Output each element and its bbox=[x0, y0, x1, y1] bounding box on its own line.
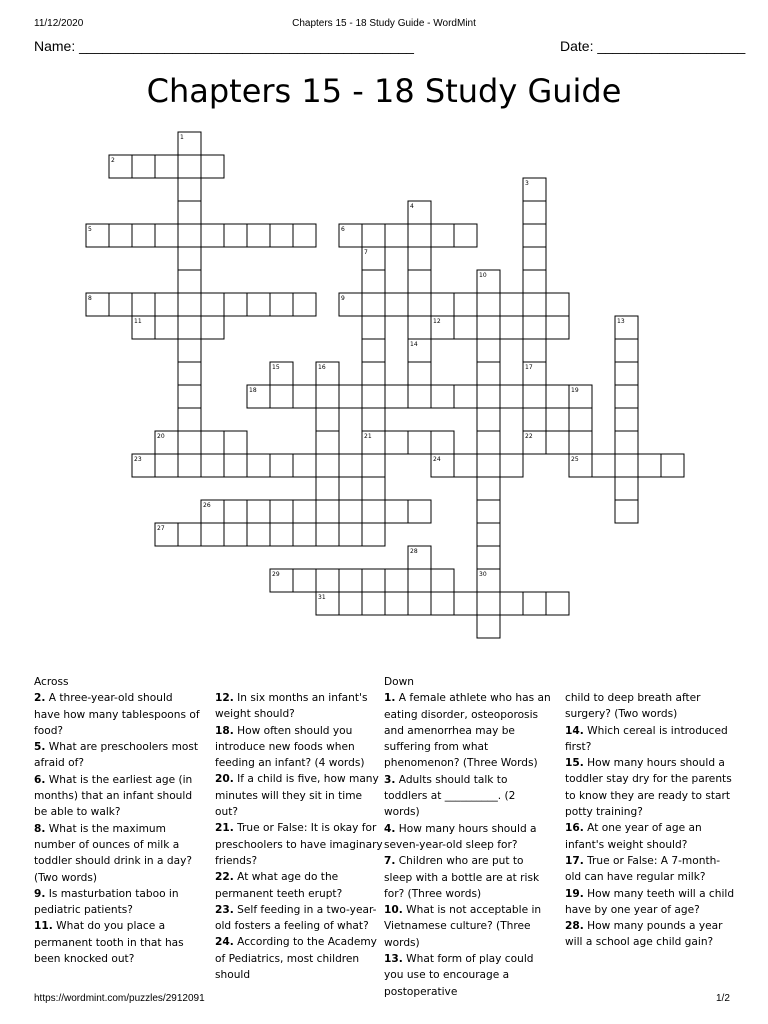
grid-cell[interactable] bbox=[523, 224, 546, 247]
clue-text: What are preschoolers most afraid of? bbox=[34, 741, 199, 770]
grid-cell[interactable] bbox=[546, 385, 569, 408]
grid-cell[interactable] bbox=[477, 592, 500, 615]
grid-cell[interactable] bbox=[523, 201, 546, 224]
clue-item bbox=[34, 772, 200, 821]
grid-cell[interactable] bbox=[201, 454, 224, 477]
grid-cell[interactable] bbox=[523, 385, 546, 408]
clue-number: 6. bbox=[34, 773, 46, 786]
grid-cell-number: 25 bbox=[571, 456, 579, 463]
grid-cell[interactable] bbox=[201, 523, 224, 546]
grid-cell[interactable] bbox=[270, 293, 293, 316]
grid-cell[interactable] bbox=[546, 592, 569, 615]
grid-cell-number: 12 bbox=[433, 318, 441, 325]
grid-cell[interactable] bbox=[155, 224, 178, 247]
grid-cell[interactable] bbox=[454, 592, 477, 615]
grid-cell[interactable] bbox=[477, 454, 500, 477]
grid-cell[interactable] bbox=[178, 270, 201, 293]
clue-number: 7. bbox=[384, 855, 396, 868]
grid-cell[interactable] bbox=[316, 569, 339, 592]
print-title: Chapters 15 - 18 Study Guide - WordMint bbox=[292, 18, 476, 29]
down-clues-col2 bbox=[565, 690, 735, 951]
grid-cell[interactable] bbox=[408, 592, 431, 615]
grid-cell[interactable] bbox=[385, 500, 408, 523]
clue-number: 10. bbox=[384, 904, 403, 917]
footer-url: https://wordmint.com/puzzles/2912091 bbox=[34, 993, 205, 1004]
grid-cell[interactable] bbox=[270, 224, 293, 247]
grid-cell-number: 21 bbox=[364, 433, 372, 440]
clue-number: 20. bbox=[215, 773, 234, 786]
puzzle-title: Chapters 15 - 18 Study Guide bbox=[146, 72, 622, 110]
clue-item bbox=[215, 902, 383, 935]
grid-cell[interactable] bbox=[385, 431, 408, 454]
clue-number: 28. bbox=[565, 920, 584, 933]
clue-number: 14. bbox=[565, 724, 584, 737]
clue-text: What is the maximum number of ounces of milk a toddler should drink in a day? (Two words) bbox=[34, 822, 192, 884]
grid-cell[interactable] bbox=[293, 569, 316, 592]
grid-cell[interactable] bbox=[477, 362, 500, 385]
clue-number: 9. bbox=[34, 887, 46, 900]
grid-cell[interactable] bbox=[316, 523, 339, 546]
clue-number: 2. bbox=[34, 692, 46, 705]
grid-cell[interactable] bbox=[132, 155, 155, 178]
clue-text: What do you place a permanent tooth in that has been knocked out? bbox=[34, 920, 184, 966]
clue-number: 13. bbox=[384, 953, 403, 966]
grid-cell[interactable] bbox=[178, 523, 201, 546]
grid-cell[interactable] bbox=[477, 523, 500, 546]
grid-cell[interactable] bbox=[178, 454, 201, 477]
grid-cell[interactable] bbox=[109, 224, 132, 247]
clue-item bbox=[215, 820, 383, 869]
clue-item bbox=[384, 772, 554, 821]
grid-cell[interactable] bbox=[500, 316, 523, 339]
grid-cell[interactable] bbox=[408, 247, 431, 270]
grid-cell[interactable] bbox=[523, 316, 546, 339]
grid-cell[interactable] bbox=[477, 431, 500, 454]
clue-item bbox=[565, 918, 735, 951]
clue-text: Is masturbation taboo in pediatric patients? bbox=[34, 887, 179, 917]
grid-cell[interactable] bbox=[477, 500, 500, 523]
grid-cell-number: 8 bbox=[88, 295, 92, 302]
grid-cell[interactable] bbox=[615, 454, 638, 477]
clue-item bbox=[34, 690, 200, 739]
grid-cell[interactable] bbox=[569, 431, 592, 454]
grid-cell[interactable] bbox=[362, 500, 385, 523]
grid-cell[interactable] bbox=[201, 316, 224, 339]
grid-cell-number: 26 bbox=[203, 502, 211, 509]
clue-item bbox=[565, 755, 735, 820]
grid-cell[interactable] bbox=[615, 477, 638, 500]
grid-cell[interactable] bbox=[661, 454, 684, 477]
grid-cell[interactable] bbox=[615, 339, 638, 362]
clue-item bbox=[384, 690, 554, 771]
across-clues-col1 bbox=[34, 674, 200, 967]
across-clues-col2 bbox=[215, 690, 383, 983]
grid-cell[interactable] bbox=[178, 362, 201, 385]
clue-number: 1. bbox=[384, 692, 396, 705]
grid-cell[interactable] bbox=[293, 500, 316, 523]
clue-item bbox=[215, 869, 383, 902]
clue-text: Children who are put to sleep with a bottle are at risk for? (Three words) bbox=[384, 855, 540, 900]
grid-cell[interactable] bbox=[362, 316, 385, 339]
clue-item bbox=[384, 902, 554, 951]
grid-cell[interactable] bbox=[500, 293, 523, 316]
clue-number: 8. bbox=[34, 822, 46, 835]
grid-cell[interactable] bbox=[178, 224, 201, 247]
clue-text: True or False: It is okay for preschoolers to have imaginary friends? bbox=[215, 822, 383, 867]
grid-cell[interactable] bbox=[362, 454, 385, 477]
grid-cell-number: 4 bbox=[410, 203, 414, 210]
grid-cell[interactable] bbox=[247, 454, 270, 477]
clue-text: At one year of age an infant's weight should? bbox=[565, 822, 702, 851]
grid-cell[interactable] bbox=[109, 293, 132, 316]
grid-cell[interactable] bbox=[224, 454, 247, 477]
clue-text: What is not acceptable in Vietnamese culture? (Three words) bbox=[384, 904, 542, 949]
grid-cell[interactable] bbox=[523, 592, 546, 615]
grid-cell[interactable] bbox=[155, 316, 178, 339]
grid-cell[interactable] bbox=[339, 523, 362, 546]
grid-cell[interactable] bbox=[431, 224, 454, 247]
grid-cell[interactable] bbox=[270, 500, 293, 523]
grid-cell[interactable] bbox=[385, 293, 408, 316]
grid-cell[interactable] bbox=[201, 155, 224, 178]
grid-cell[interactable] bbox=[385, 224, 408, 247]
clue-number: 21. bbox=[215, 822, 234, 835]
grid-cell[interactable] bbox=[408, 385, 431, 408]
grid-cell[interactable] bbox=[362, 224, 385, 247]
grid-cell-number: 16 bbox=[318, 364, 326, 371]
grid-cell[interactable] bbox=[477, 477, 500, 500]
grid-cell[interactable] bbox=[132, 293, 155, 316]
grid-cell[interactable] bbox=[638, 454, 661, 477]
grid-cell[interactable] bbox=[293, 385, 316, 408]
clue-item bbox=[215, 723, 383, 772]
grid-cell[interactable] bbox=[316, 454, 339, 477]
grid-cell[interactable] bbox=[201, 293, 224, 316]
clue-text: How often should you introduce new foods when feeding an infant? (4 words) bbox=[215, 724, 365, 770]
grid-cell-number: 2 bbox=[111, 157, 115, 164]
grid-cell[interactable] bbox=[362, 408, 385, 431]
clue-item bbox=[384, 853, 554, 902]
grid-cell-number: 10 bbox=[479, 272, 487, 279]
clue-text: A female athlete who has an eating disorder, osteoporosis and amenorrhea may be suffering from what phenomenon? (Three Words) bbox=[384, 692, 551, 770]
grid-cell[interactable] bbox=[178, 339, 201, 362]
grid-cell[interactable] bbox=[293, 293, 316, 316]
grid-cell[interactable] bbox=[362, 523, 385, 546]
grid-cell[interactable] bbox=[454, 385, 477, 408]
clue-number: 19. bbox=[565, 887, 584, 900]
grid-cell[interactable] bbox=[500, 592, 523, 615]
grid-cell[interactable] bbox=[178, 247, 201, 270]
grid-cell[interactable] bbox=[339, 569, 362, 592]
grid-cell-number: 30 bbox=[479, 571, 487, 578]
print-date: 11/12/2020 bbox=[34, 18, 84, 29]
grid-cell[interactable] bbox=[454, 293, 477, 316]
grid-cell[interactable] bbox=[546, 293, 569, 316]
grid-cell[interactable] bbox=[546, 316, 569, 339]
grid-cell[interactable] bbox=[477, 293, 500, 316]
grid-cell-number: 28 bbox=[410, 548, 418, 555]
clue-number: 18. bbox=[215, 724, 234, 737]
grid-cell[interactable] bbox=[316, 477, 339, 500]
grid-cell-number: 17 bbox=[525, 364, 533, 371]
grid-cell[interactable] bbox=[362, 339, 385, 362]
grid-cell[interactable] bbox=[385, 385, 408, 408]
grid-cell-number: 7 bbox=[364, 249, 368, 256]
clue-item bbox=[565, 853, 735, 886]
clue-text: How many hours should a seven-year-old sleep for? bbox=[384, 822, 537, 851]
grid-cell[interactable] bbox=[500, 454, 523, 477]
grid-cell[interactable] bbox=[431, 569, 454, 592]
grid-cell-number: 9 bbox=[341, 295, 345, 302]
grid-cell-number: 23 bbox=[134, 456, 142, 463]
grid-cell[interactable] bbox=[615, 362, 638, 385]
grid-cell[interactable] bbox=[224, 293, 247, 316]
clue-item bbox=[215, 934, 383, 983]
grid-cell[interactable] bbox=[178, 431, 201, 454]
grid-cell-number: 24 bbox=[433, 456, 441, 463]
clue-item bbox=[384, 951, 554, 1000]
grid-cell[interactable] bbox=[247, 224, 270, 247]
clue-item bbox=[215, 690, 383, 723]
clue-text: A three-year-old should have how many tablespoons of food? bbox=[34, 692, 200, 737]
grid-cell[interactable] bbox=[362, 270, 385, 293]
grid-cell-number: 22 bbox=[525, 433, 533, 440]
grid-cell[interactable] bbox=[431, 293, 454, 316]
grid-cell[interactable] bbox=[362, 362, 385, 385]
grid-cell[interactable] bbox=[339, 592, 362, 615]
down-heading: Down bbox=[384, 676, 415, 688]
grid-cell[interactable] bbox=[523, 293, 546, 316]
clue-text: How many teeth will a child have by one year of age? bbox=[565, 887, 735, 916]
grid-cell[interactable] bbox=[454, 454, 477, 477]
grid-cell[interactable] bbox=[477, 385, 500, 408]
grid-cell[interactable] bbox=[362, 592, 385, 615]
grid-cell-number: 15 bbox=[272, 364, 280, 371]
grid-cell[interactable] bbox=[178, 385, 201, 408]
clue-text: What is the earliest age (in months) that an infant should be able to walk? bbox=[34, 773, 193, 819]
grid-cell[interactable] bbox=[500, 385, 523, 408]
clue-number: 15. bbox=[565, 757, 584, 770]
clue-text: How many pounds a year will a school age child gain? bbox=[565, 920, 723, 949]
grid-cell[interactable] bbox=[362, 293, 385, 316]
clue-text: At what age do the permanent teeth erupt? bbox=[215, 871, 343, 900]
grid-cell-number: 18 bbox=[249, 387, 257, 394]
grid-cell[interactable] bbox=[293, 224, 316, 247]
grid-cell[interactable] bbox=[523, 270, 546, 293]
clue-number: 4. bbox=[384, 822, 396, 835]
grid-cell[interactable] bbox=[523, 408, 546, 431]
grid-cell[interactable] bbox=[362, 385, 385, 408]
grid-cell[interactable] bbox=[408, 431, 431, 454]
across-heading: Across bbox=[34, 676, 69, 688]
grid-cell[interactable] bbox=[615, 500, 638, 523]
name-field: Name: ___________________________________________ bbox=[34, 38, 414, 54]
clue-item bbox=[565, 886, 735, 919]
clue-text: What form of play could you use to encourage a postoperative bbox=[384, 953, 534, 998]
grid-cell[interactable] bbox=[178, 408, 201, 431]
grid-cell[interactable] bbox=[477, 546, 500, 569]
grid-cell[interactable] bbox=[523, 247, 546, 270]
grid-cell[interactable] bbox=[339, 454, 362, 477]
grid-cell[interactable] bbox=[477, 339, 500, 362]
grid-cell[interactable] bbox=[270, 523, 293, 546]
clue-text: Self feeding in a two-year-old fosters a feeling of what? bbox=[215, 903, 377, 933]
grid-cell-number: 6 bbox=[341, 226, 345, 233]
grid-cell[interactable] bbox=[362, 477, 385, 500]
grid-cell[interactable] bbox=[247, 293, 270, 316]
grid-cell-number: 19 bbox=[571, 387, 579, 394]
grid-cell[interactable] bbox=[224, 500, 247, 523]
clue-text: According to the Academy of Pediatrics, most children should bbox=[215, 936, 377, 982]
date-field: Date: ___________________ bbox=[560, 38, 746, 54]
grid-cell[interactable] bbox=[178, 316, 201, 339]
clue-number: 3. bbox=[384, 773, 396, 786]
grid-cell-number: 14 bbox=[410, 341, 418, 348]
grid-cell[interactable] bbox=[362, 569, 385, 592]
grid-cell[interactable] bbox=[178, 201, 201, 224]
grid-cell[interactable] bbox=[454, 316, 477, 339]
grid-cell[interactable] bbox=[477, 615, 500, 638]
clue-number: 24. bbox=[215, 936, 234, 949]
grid-cell[interactable] bbox=[293, 454, 316, 477]
grid-cell[interactable] bbox=[615, 385, 638, 408]
grid-cell[interactable] bbox=[546, 431, 569, 454]
grid-cell[interactable] bbox=[615, 408, 638, 431]
clue-text: True or False: A 7-month-old can have regular milk? bbox=[565, 854, 721, 884]
clue-number: 23. bbox=[215, 903, 234, 916]
grid-cell[interactable] bbox=[385, 592, 408, 615]
grid-cell[interactable] bbox=[592, 454, 615, 477]
clue-number: 5. bbox=[34, 741, 46, 754]
grid-cell-number: 20 bbox=[157, 433, 165, 440]
grid-cell[interactable] bbox=[155, 155, 178, 178]
grid-cell[interactable] bbox=[316, 408, 339, 431]
grid-cell[interactable] bbox=[339, 500, 362, 523]
grid-cell-number: 5 bbox=[88, 226, 92, 233]
clue-item bbox=[34, 821, 200, 886]
grid-cell-number: 1 bbox=[180, 134, 184, 141]
grid-cell[interactable] bbox=[178, 293, 201, 316]
grid-cell[interactable] bbox=[316, 500, 339, 523]
clue-text: child to deep breath after surgery? (Two words) bbox=[565, 692, 701, 721]
clue-item bbox=[384, 821, 554, 854]
grid-cell[interactable] bbox=[408, 270, 431, 293]
clue-item bbox=[34, 739, 200, 772]
grid-cell[interactable] bbox=[569, 408, 592, 431]
grid-cell-number: 11 bbox=[134, 318, 142, 325]
grid-cell[interactable] bbox=[408, 316, 431, 339]
down-clues-col1 bbox=[384, 674, 554, 1000]
grid-cell-number: 27 bbox=[157, 525, 165, 532]
grid-cell[interactable] bbox=[408, 362, 431, 385]
grid-cell-number: 3 bbox=[525, 180, 529, 187]
clue-item bbox=[565, 723, 735, 756]
grid-cell[interactable] bbox=[477, 316, 500, 339]
grid-cell[interactable] bbox=[155, 454, 178, 477]
grid-cell[interactable] bbox=[408, 569, 431, 592]
grid-cell[interactable] bbox=[270, 385, 293, 408]
grid-cell[interactable] bbox=[247, 523, 270, 546]
grid-cell[interactable] bbox=[293, 523, 316, 546]
clue-item bbox=[565, 820, 735, 853]
clue-number: 17. bbox=[565, 854, 584, 867]
grid-cell[interactable] bbox=[408, 224, 431, 247]
clue-text: Adults should talk to toddlers at __________. (2 words) bbox=[384, 773, 516, 819]
grid-cell[interactable] bbox=[247, 500, 270, 523]
grid-cell[interactable] bbox=[339, 385, 362, 408]
clue-number: 11. bbox=[34, 920, 53, 933]
grid-cell[interactable] bbox=[431, 592, 454, 615]
grid-cell[interactable] bbox=[615, 431, 638, 454]
grid-cell[interactable] bbox=[201, 431, 224, 454]
grid-cell[interactable] bbox=[316, 385, 339, 408]
grid-cell[interactable] bbox=[224, 523, 247, 546]
grid-cell[interactable] bbox=[224, 224, 247, 247]
grid-cell[interactable] bbox=[224, 431, 247, 454]
grid-cell[interactable] bbox=[178, 155, 201, 178]
grid-cell[interactable] bbox=[385, 569, 408, 592]
clue-number: 22. bbox=[215, 871, 234, 884]
grid-cell[interactable] bbox=[408, 500, 431, 523]
clue-text: If a child is five, how many minutes will they sit in time out? bbox=[215, 773, 379, 819]
clue-item bbox=[34, 918, 200, 967]
clue-item bbox=[34, 886, 200, 919]
clue-item bbox=[215, 771, 383, 820]
clue-text: In six months an infant's weight should? bbox=[215, 692, 368, 721]
grid-cell[interactable] bbox=[178, 178, 201, 201]
grid-cell-number: 29 bbox=[272, 571, 280, 578]
grid-cell[interactable] bbox=[408, 293, 431, 316]
grid-cell[interactable] bbox=[431, 385, 454, 408]
clue-text: Which cereal is introduced first? bbox=[565, 724, 728, 753]
footer-page: 1/2 bbox=[716, 993, 730, 1004]
grid-cell[interactable] bbox=[201, 224, 224, 247]
grid-cell[interactable] bbox=[431, 431, 454, 454]
clue-number: 12. bbox=[215, 692, 234, 704]
grid-cell-number: 13 bbox=[617, 318, 625, 325]
grid-cell-number: 31 bbox=[318, 594, 326, 601]
grid-cell[interactable] bbox=[270, 454, 293, 477]
clue-text: How many hours should a toddler stay dry for the parents to know they are ready to start potty training? bbox=[565, 757, 732, 819]
grid-cell[interactable] bbox=[132, 224, 155, 247]
clue-number: 16. bbox=[565, 822, 584, 835]
grid-cell[interactable] bbox=[155, 293, 178, 316]
grid-cell[interactable] bbox=[316, 431, 339, 454]
grid-cell[interactable] bbox=[523, 339, 546, 362]
clue-item bbox=[565, 690, 735, 723]
grid-cell[interactable] bbox=[477, 408, 500, 431]
grid-cell[interactable] bbox=[454, 224, 477, 247]
